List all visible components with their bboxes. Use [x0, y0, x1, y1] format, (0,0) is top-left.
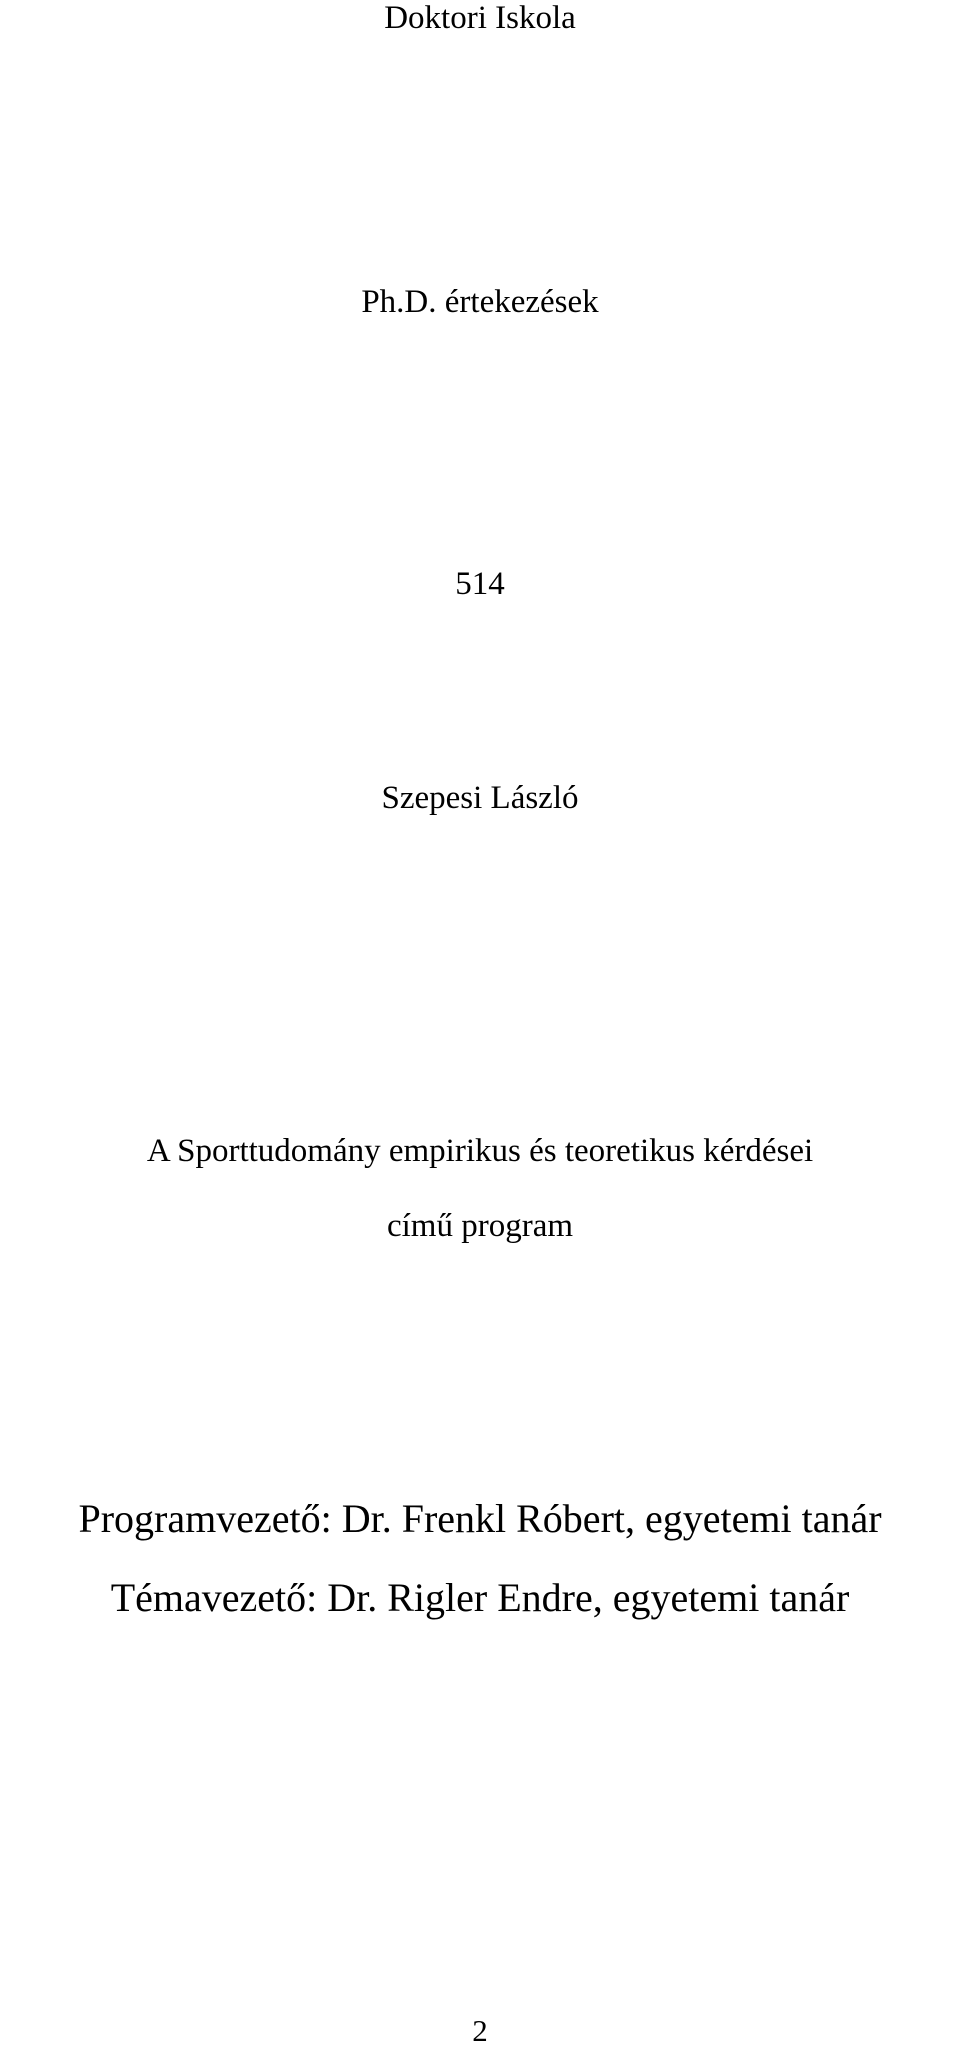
- author-name: Szepesi László: [381, 780, 579, 816]
- dissertation-series: Ph.D. értekezések: [361, 284, 599, 320]
- page-number: 2: [472, 2013, 488, 2048]
- doctoral-school-heading: Doktori Iskola: [384, 0, 576, 36]
- program-leader: Programvezető: Dr. Frenkl Róbert, egyetemi tanár: [78, 1496, 882, 1541]
- program-title-line-1: A Sporttudomány empirikus és teoretikus kérdései: [146, 1133, 814, 1169]
- supervisor: Témavezető: Dr. Rigler Endre, egyetemi tanár: [110, 1575, 850, 1620]
- program-title-line-2: című program: [386, 1208, 574, 1244]
- series-number: 514: [455, 566, 505, 602]
